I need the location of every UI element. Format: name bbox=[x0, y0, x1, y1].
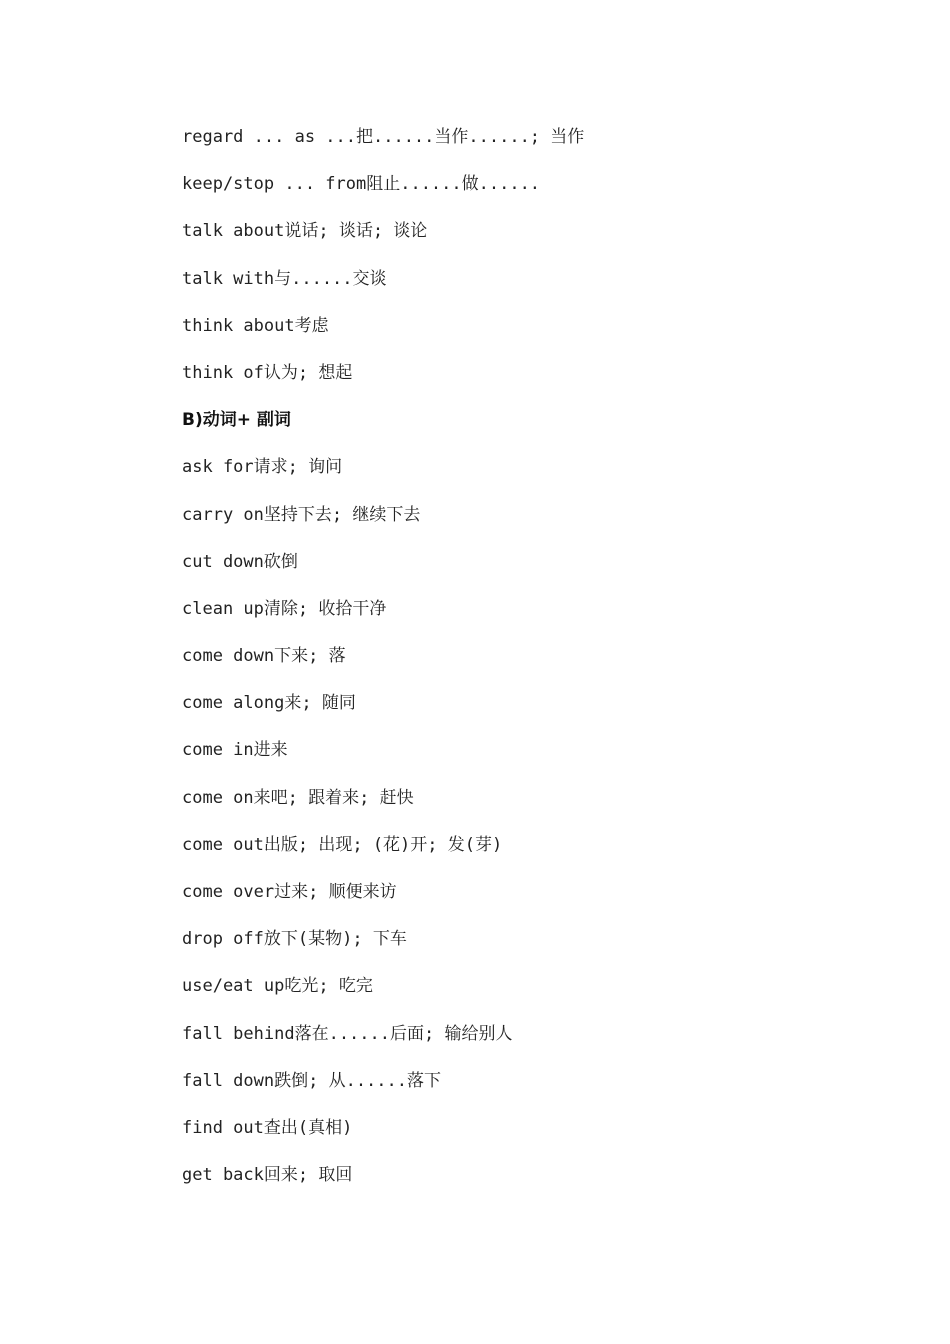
phrase-entry: come on来吧; 跟着来; 赶快 bbox=[182, 787, 414, 808]
phrase-list bbox=[182, 118, 882, 1203]
phrase-entry: think of认为; 想起 bbox=[182, 362, 353, 383]
phrase-entry: think about考虑 bbox=[182, 315, 329, 336]
phrase-entry: fall down跌倒; 从......落下 bbox=[182, 1070, 441, 1091]
phrase-entry: regard ... as ...把......当作......; 当作 bbox=[182, 127, 585, 147]
phrase-entry: talk about说话; 谈话; 谈论 bbox=[182, 221, 428, 242]
phrase-entry: cut down砍倒 bbox=[182, 551, 298, 572]
phrase-entry: come out出版; 出现; (花)开; 发(芽) bbox=[182, 834, 503, 855]
phrase-entry: clean up清除; 收拾干净 bbox=[182, 598, 387, 619]
phrase-entry: find out查出(真相) bbox=[182, 1117, 353, 1138]
phrase-entry: come in进来 bbox=[182, 740, 288, 761]
phrase-entry: drop off放下(某物); 下车 bbox=[182, 929, 407, 950]
phrase-entry: talk with与......交谈 bbox=[182, 268, 387, 289]
phrase-entry: keep/stop ... from阻止......做...... bbox=[182, 174, 541, 195]
phrase-entry: come over过来; 顺便来访 bbox=[182, 882, 397, 902]
phrase-entry: use/eat up吃光; 吃完 bbox=[182, 976, 373, 997]
phrase-entry: come down下来; 落 bbox=[182, 646, 346, 667]
phrase-entry: fall behind落在......后面; 输给别人 bbox=[182, 1023, 513, 1044]
phrase-entry: ask for请求; 询问 bbox=[182, 457, 343, 478]
phrase-entry: come along来; 随同 bbox=[182, 693, 356, 714]
section-heading: B)动词+ 副词 bbox=[182, 410, 291, 431]
phrase-entry: carry on坚持下去; 继续下去 bbox=[182, 504, 421, 525]
phrase-entry: get back回来; 取回 bbox=[182, 1165, 353, 1186]
